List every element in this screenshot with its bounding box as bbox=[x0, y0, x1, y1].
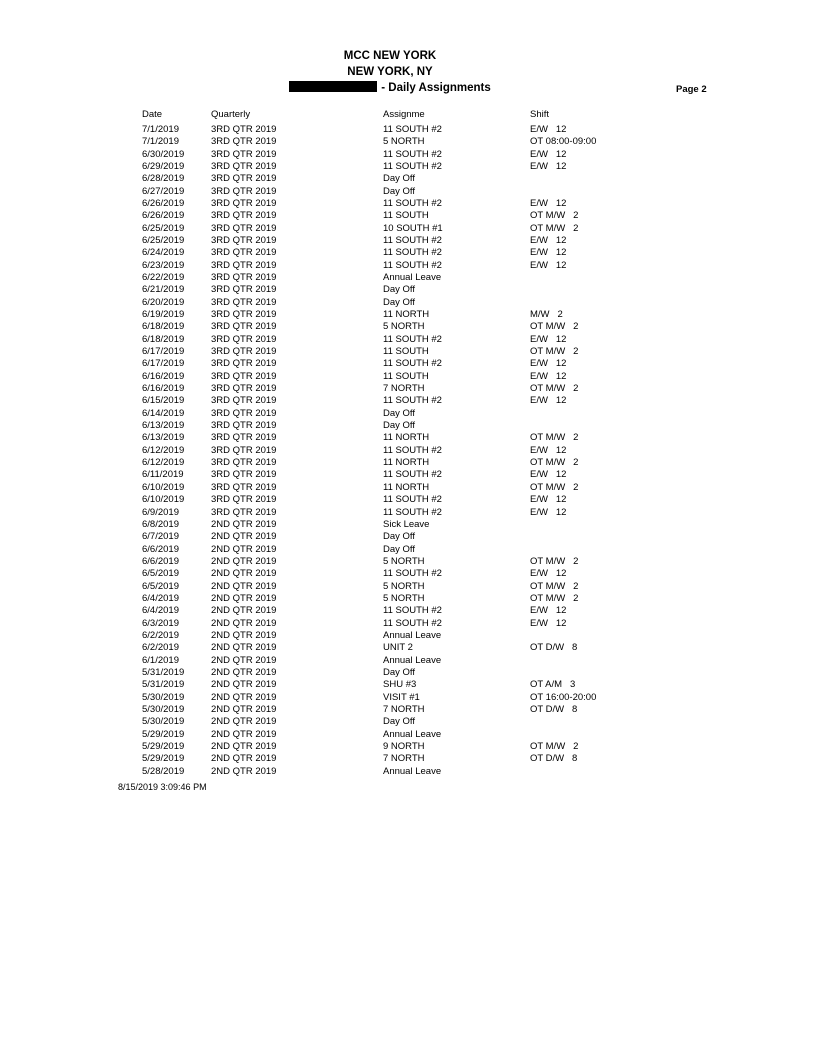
cell-assignme: 11 SOUTH #2 bbox=[383, 259, 442, 271]
cell-quarterly: 2ND QTR 2019 bbox=[211, 518, 277, 530]
cell-date: 5/30/2019 bbox=[142, 691, 185, 703]
cell-date: 6/5/2019 bbox=[142, 568, 179, 580]
table-row bbox=[142, 161, 816, 173]
cell-shift bbox=[530, 716, 816, 728]
cell-date: 6/21/2019 bbox=[142, 284, 185, 296]
cell-date: 6/2/2019 bbox=[142, 642, 179, 654]
cell-shift: OT D/W 8 bbox=[530, 642, 578, 654]
print-timestamp: 8/15/2019 3:09:46 PM bbox=[118, 782, 207, 793]
cell-shift bbox=[530, 766, 816, 778]
cell-assignme: 11 NORTH bbox=[383, 457, 430, 469]
cell-date: 5/28/2019 bbox=[142, 765, 185, 777]
cell-assignme: 9 NORTH bbox=[383, 741, 425, 753]
cell-assignme: 7 NORTH bbox=[383, 704, 425, 715]
cell-shift: E/W 12 bbox=[530, 506, 567, 518]
cell-date: 6/11/2019 bbox=[142, 469, 184, 481]
cell-assignme: 11 SOUTH #2 bbox=[383, 395, 442, 407]
cell-assignme: 11 SOUTH #2 bbox=[383, 568, 442, 580]
cell-date: 5/30/2019 bbox=[142, 704, 185, 715]
column-header-assignme: Assignme bbox=[383, 109, 425, 120]
table-row bbox=[142, 544, 816, 556]
cell-date: 6/1/2019 bbox=[142, 654, 179, 666]
cell-assignme: Day Off bbox=[383, 420, 416, 432]
cell-shift bbox=[530, 655, 816, 667]
cell-quarterly: 2ND QTR 2019 bbox=[211, 753, 277, 765]
table-row bbox=[142, 272, 816, 284]
cell-date: 6/12/2019 bbox=[142, 444, 185, 456]
cell-date: 6/6/2019 bbox=[142, 555, 179, 567]
table-row bbox=[142, 334, 816, 346]
cell-quarterly: 3RD QTR 2019 bbox=[211, 420, 277, 432]
cell-shift bbox=[530, 667, 816, 679]
cell-shift bbox=[530, 519, 816, 531]
cell-date: 6/10/2019 bbox=[142, 481, 185, 493]
cell-quarterly: 2ND QTR 2019 bbox=[211, 629, 277, 641]
cell-shift bbox=[530, 531, 816, 543]
cell-quarterly: 3RD QTR 2019 bbox=[211, 136, 277, 148]
cell-shift: E/W 12 bbox=[530, 494, 567, 506]
cell-date: 6/26/2019 bbox=[142, 197, 185, 209]
cell-quarterly: 3RD QTR 2019 bbox=[211, 173, 277, 185]
cell-shift: OT M/W 2 bbox=[530, 222, 579, 234]
cell-quarterly: 2ND QTR 2019 bbox=[211, 642, 277, 654]
cell-shift bbox=[530, 272, 816, 284]
cell-assignme: Annual Leave bbox=[383, 765, 442, 777]
cell-quarterly: 3RD QTR 2019 bbox=[211, 494, 277, 506]
cell-assignme: Day Off bbox=[383, 543, 416, 555]
cell-date: 6/24/2019 bbox=[142, 247, 185, 259]
cell-quarterly: 2ND QTR 2019 bbox=[211, 592, 277, 604]
report-title-suffix: - Daily Assignments bbox=[381, 82, 491, 94]
cell-shift: OT M/W 2 bbox=[530, 592, 579, 604]
cell-quarterly: 2ND QTR 2019 bbox=[211, 741, 277, 753]
table-row bbox=[142, 630, 816, 642]
cell-assignme: Day Off bbox=[383, 296, 416, 308]
cell-assignme: 7 NORTH bbox=[383, 753, 425, 765]
table-row bbox=[142, 186, 816, 198]
table-row bbox=[142, 173, 816, 185]
table-row bbox=[142, 741, 816, 753]
cell-shift: E/W 12 bbox=[530, 234, 567, 246]
cell-quarterly: 3RD QTR 2019 bbox=[211, 271, 277, 283]
table-row bbox=[142, 716, 816, 728]
table-row bbox=[142, 568, 816, 580]
cell-shift: E/W 12 bbox=[530, 370, 567, 382]
table-row bbox=[142, 494, 816, 506]
cell-quarterly: 2ND QTR 2019 bbox=[211, 691, 277, 703]
cell-assignme: 11 SOUTH #2 bbox=[383, 444, 442, 456]
cell-assignme: 5 NORTH bbox=[383, 592, 425, 604]
cell-date: 6/20/2019 bbox=[142, 296, 185, 308]
table-row bbox=[142, 247, 816, 259]
cell-assignme: 11 SOUTH #2 bbox=[383, 197, 442, 209]
table-body bbox=[142, 124, 816, 778]
cell-date: 6/17/2019 bbox=[142, 346, 185, 358]
table-row bbox=[142, 223, 816, 235]
cell-shift bbox=[530, 173, 816, 185]
assignments-table bbox=[142, 109, 816, 778]
cell-date: 6/2/2019 bbox=[142, 629, 179, 641]
cell-shift: E/W 12 bbox=[530, 160, 567, 172]
cell-assignme: Day Off bbox=[383, 173, 416, 185]
cell-assignme: UNIT 2 bbox=[383, 642, 413, 654]
column-header-date: Date bbox=[142, 109, 163, 120]
cell-shift: M/W 2 bbox=[530, 309, 563, 320]
cell-assignme: 11 SOUTH #2 bbox=[383, 358, 442, 370]
cell-shift: E/W 12 bbox=[530, 395, 567, 407]
cell-date: 5/29/2019 bbox=[142, 728, 185, 740]
cell-assignme: 11 SOUTH bbox=[383, 210, 429, 222]
cell-shift: E/W 12 bbox=[530, 148, 567, 160]
table-row bbox=[142, 519, 816, 531]
column-header-quarterly: Quarterly bbox=[211, 109, 251, 120]
table-header-row bbox=[142, 109, 816, 121]
cell-date: 6/8/2019 bbox=[142, 518, 179, 530]
cell-shift: OT M/W 2 bbox=[530, 432, 579, 444]
cell-shift: OT M/W 2 bbox=[530, 741, 579, 753]
cell-date: 6/10/2019 bbox=[142, 494, 185, 506]
table-row bbox=[142, 198, 816, 210]
cell-assignme: 11 SOUTH bbox=[383, 370, 429, 382]
table-row bbox=[142, 556, 816, 568]
table-row bbox=[142, 346, 816, 358]
cell-shift bbox=[530, 630, 816, 642]
cell-date: 6/26/2019 bbox=[142, 210, 185, 222]
cell-shift: OT M/W 2 bbox=[530, 481, 579, 493]
cell-quarterly: 3RD QTR 2019 bbox=[211, 296, 277, 308]
cell-shift: E/W 12 bbox=[530, 568, 567, 580]
cell-assignme: Day Off bbox=[383, 407, 416, 419]
cell-date: 6/6/2019 bbox=[142, 543, 179, 555]
cell-date: 6/18/2019 bbox=[142, 321, 185, 333]
cell-assignme: Day Off bbox=[383, 531, 416, 543]
table-row bbox=[142, 149, 816, 161]
cell-assignme: 11 SOUTH #2 bbox=[383, 148, 442, 160]
cell-shift: E/W 12 bbox=[530, 469, 567, 481]
cell-quarterly: 2ND QTR 2019 bbox=[211, 568, 277, 580]
cell-date: 6/16/2019 bbox=[142, 370, 185, 382]
report-title-line1: MCC NEW YORK bbox=[343, 50, 437, 62]
cell-assignme: 11 NORTH bbox=[383, 481, 430, 493]
cell-quarterly: 3RD QTR 2019 bbox=[211, 259, 277, 271]
table-row bbox=[142, 420, 816, 432]
table-row bbox=[142, 469, 816, 481]
cell-quarterly: 3RD QTR 2019 bbox=[211, 370, 277, 382]
cell-quarterly: 3RD QTR 2019 bbox=[211, 444, 277, 456]
table-row bbox=[142, 136, 816, 148]
cell-shift: E/W 12 bbox=[530, 247, 567, 259]
cell-date: 6/25/2019 bbox=[142, 222, 185, 234]
cell-assignme: 11 SOUTH #2 bbox=[383, 234, 442, 246]
cell-date: 6/13/2019 bbox=[142, 420, 185, 432]
cell-quarterly: 2ND QTR 2019 bbox=[211, 605, 277, 617]
cell-quarterly: 3RD QTR 2019 bbox=[211, 148, 277, 160]
column-header-shift: Shift bbox=[530, 109, 550, 120]
table-row bbox=[142, 692, 816, 704]
cell-quarterly: 3RD QTR 2019 bbox=[211, 234, 277, 246]
cell-quarterly: 3RD QTR 2019 bbox=[211, 346, 277, 358]
cell-shift bbox=[530, 729, 816, 741]
cell-shift bbox=[530, 186, 816, 198]
cell-assignme: Annual Leave bbox=[383, 654, 442, 666]
cell-date: 6/14/2019 bbox=[142, 407, 185, 419]
table-row bbox=[142, 729, 816, 741]
cell-quarterly: 2ND QTR 2019 bbox=[211, 728, 277, 740]
cell-quarterly: 2ND QTR 2019 bbox=[211, 543, 277, 555]
table-row bbox=[142, 235, 816, 247]
cell-shift: OT A/M 3 bbox=[530, 679, 576, 691]
cell-shift bbox=[530, 544, 816, 556]
cell-assignme: 11 SOUTH #2 bbox=[383, 506, 442, 518]
cell-assignme: Day Off bbox=[383, 716, 416, 728]
cell-quarterly: 2ND QTR 2019 bbox=[211, 654, 277, 666]
cell-quarterly: 3RD QTR 2019 bbox=[211, 333, 277, 345]
table-row bbox=[142, 383, 816, 395]
cell-assignme: 11 SOUTH #2 bbox=[383, 469, 442, 481]
cell-assignme: 5 NORTH bbox=[383, 321, 425, 333]
table-row bbox=[142, 667, 816, 679]
cell-date: 7/1/2019 bbox=[142, 123, 179, 135]
cell-date: 6/12/2019 bbox=[142, 457, 185, 469]
cell-date: 6/4/2019 bbox=[142, 592, 179, 604]
cell-quarterly: 3RD QTR 2019 bbox=[211, 395, 277, 407]
table-row bbox=[142, 593, 816, 605]
cell-assignme: 11 SOUTH #2 bbox=[383, 123, 442, 135]
cell-quarterly: 2ND QTR 2019 bbox=[211, 555, 277, 567]
table-row bbox=[142, 124, 816, 136]
table-row bbox=[142, 457, 816, 469]
table-row bbox=[142, 210, 816, 222]
cell-date: 6/13/2019 bbox=[142, 432, 185, 444]
cell-date: 5/29/2019 bbox=[142, 753, 185, 765]
cell-quarterly: 3RD QTR 2019 bbox=[211, 123, 277, 135]
cell-shift bbox=[530, 297, 816, 309]
cell-assignme: Day Off bbox=[383, 185, 416, 197]
table-row bbox=[142, 260, 816, 272]
cell-shift: OT M/W 2 bbox=[530, 210, 579, 222]
cell-quarterly: 2ND QTR 2019 bbox=[211, 531, 277, 543]
cell-date: 6/18/2019 bbox=[142, 333, 185, 345]
table-row bbox=[142, 432, 816, 444]
cell-quarterly: 3RD QTR 2019 bbox=[211, 185, 277, 197]
table-row bbox=[142, 395, 816, 407]
cell-assignme: 7 NORTH bbox=[383, 383, 425, 395]
page-number: Page 2 bbox=[676, 84, 707, 95]
cell-assignme: 11 NORTH bbox=[383, 309, 430, 320]
table-row bbox=[142, 408, 816, 420]
cell-date: 6/17/2019 bbox=[142, 358, 185, 370]
table-row bbox=[142, 642, 816, 654]
redacted-name-bar bbox=[289, 81, 377, 92]
cell-assignme: 11 SOUTH #2 bbox=[383, 605, 442, 617]
cell-quarterly: 3RD QTR 2019 bbox=[211, 197, 277, 209]
cell-assignme: 5 NORTH bbox=[383, 555, 425, 567]
cell-quarterly: 3RD QTR 2019 bbox=[211, 247, 277, 259]
report-title-line3 bbox=[0, 80, 780, 96]
table-row bbox=[142, 704, 816, 716]
table-row bbox=[142, 766, 816, 778]
table-row bbox=[142, 679, 816, 691]
cell-shift: E/W 12 bbox=[530, 444, 567, 456]
cell-shift: OT 16:00-20:00 bbox=[530, 691, 597, 703]
cell-quarterly: 2ND QTR 2019 bbox=[211, 580, 277, 592]
table-row bbox=[142, 297, 816, 309]
table-row bbox=[142, 284, 816, 296]
cell-quarterly: 3RD QTR 2019 bbox=[211, 358, 277, 370]
table-row bbox=[142, 321, 816, 333]
cell-date: 6/5/2019 bbox=[142, 580, 179, 592]
cell-date: 6/9/2019 bbox=[142, 506, 179, 518]
cell-shift: E/W 12 bbox=[530, 605, 567, 617]
cell-date: 6/27/2019 bbox=[142, 185, 185, 197]
cell-shift: E/W 12 bbox=[530, 123, 567, 135]
table-row bbox=[142, 605, 816, 617]
table-row bbox=[142, 445, 816, 457]
cell-shift: OT D/W 8 bbox=[530, 704, 578, 715]
cell-quarterly: 3RD QTR 2019 bbox=[211, 481, 277, 493]
cell-date: 5/31/2019 bbox=[142, 666, 185, 678]
table-row bbox=[142, 618, 816, 630]
cell-assignme: Annual Leave bbox=[383, 271, 442, 283]
cell-quarterly: 3RD QTR 2019 bbox=[211, 284, 277, 296]
table-row bbox=[142, 371, 816, 383]
cell-date: 6/15/2019 bbox=[142, 395, 185, 407]
cell-quarterly: 3RD QTR 2019 bbox=[211, 407, 277, 419]
cell-shift: OT M/W 2 bbox=[530, 555, 579, 567]
cell-shift: OT D/W 8 bbox=[530, 753, 578, 765]
cell-assignme: 11 SOUTH #2 bbox=[383, 247, 442, 259]
cell-assignme: 5 NORTH bbox=[383, 136, 425, 148]
table-row bbox=[142, 581, 816, 593]
cell-quarterly: 2ND QTR 2019 bbox=[211, 617, 277, 629]
cell-shift bbox=[530, 284, 816, 296]
cell-shift: OT 08:00-09:00 bbox=[530, 136, 597, 148]
cell-quarterly: 3RD QTR 2019 bbox=[211, 432, 277, 444]
table-row bbox=[142, 753, 816, 765]
cell-quarterly: 3RD QTR 2019 bbox=[211, 383, 277, 395]
cell-quarterly: 2ND QTR 2019 bbox=[211, 716, 277, 728]
cell-quarterly: 3RD QTR 2019 bbox=[211, 210, 277, 222]
cell-quarterly: 3RD QTR 2019 bbox=[211, 469, 277, 481]
cell-quarterly: 3RD QTR 2019 bbox=[211, 457, 277, 469]
cell-shift bbox=[530, 420, 816, 432]
cell-quarterly: 2ND QTR 2019 bbox=[211, 679, 277, 691]
cell-date: 5/29/2019 bbox=[142, 741, 185, 753]
cell-date: 6/22/2019 bbox=[142, 271, 185, 283]
table-row bbox=[142, 531, 816, 543]
cell-assignme: 11 SOUTH bbox=[383, 346, 429, 358]
cell-shift: E/W 12 bbox=[530, 333, 567, 345]
cell-quarterly: 3RD QTR 2019 bbox=[211, 160, 277, 172]
cell-date: 7/1/2019 bbox=[142, 136, 179, 148]
cell-quarterly: 3RD QTR 2019 bbox=[211, 321, 277, 333]
report-header bbox=[0, 0, 780, 96]
cell-quarterly: 2ND QTR 2019 bbox=[211, 666, 277, 678]
cell-quarterly: 2ND QTR 2019 bbox=[211, 765, 277, 777]
cell-assignme: SHU #3 bbox=[383, 679, 417, 691]
cell-assignme: 11 SOUTH #2 bbox=[383, 160, 442, 172]
cell-shift: OT M/W 2 bbox=[530, 346, 579, 358]
cell-date: 6/3/2019 bbox=[142, 617, 179, 629]
cell-date: 6/25/2019 bbox=[142, 234, 185, 246]
cell-date: 6/16/2019 bbox=[142, 383, 185, 395]
cell-assignme: 11 SOUTH #2 bbox=[383, 494, 442, 506]
table-row bbox=[142, 655, 816, 667]
cell-shift bbox=[530, 408, 816, 420]
cell-quarterly: 3RD QTR 2019 bbox=[211, 309, 277, 320]
cell-shift: OT M/W 2 bbox=[530, 321, 579, 333]
table-row bbox=[142, 309, 816, 321]
cell-assignme: VISIT #1 bbox=[383, 691, 420, 703]
cell-assignme: Annual Leave bbox=[383, 728, 442, 740]
table-row bbox=[142, 482, 816, 494]
cell-quarterly: 2ND QTR 2019 bbox=[211, 704, 277, 715]
report-title-line2: NEW YORK, NY bbox=[347, 66, 433, 78]
cell-shift: E/W 12 bbox=[530, 197, 567, 209]
cell-date: 6/28/2019 bbox=[142, 173, 185, 185]
cell-quarterly: 3RD QTR 2019 bbox=[211, 506, 277, 518]
table-row bbox=[142, 358, 816, 370]
cell-shift: OT M/W 2 bbox=[530, 457, 579, 469]
cell-assignme: Day Off bbox=[383, 666, 416, 678]
cell-date: 6/23/2019 bbox=[142, 259, 185, 271]
cell-assignme: 10 SOUTH #1 bbox=[383, 222, 443, 234]
cell-assignme: 11 NORTH bbox=[383, 432, 430, 444]
cell-assignme: 5 NORTH bbox=[383, 580, 425, 592]
cell-assignme: 11 SOUTH #2 bbox=[383, 617, 442, 629]
cell-date: 6/4/2019 bbox=[142, 605, 179, 617]
cell-assignme: 11 SOUTH #2 bbox=[383, 333, 442, 345]
cell-quarterly: 3RD QTR 2019 bbox=[211, 222, 277, 234]
table-row bbox=[142, 507, 816, 519]
cell-date: 6/29/2019 bbox=[142, 160, 185, 172]
cell-date: 5/30/2019 bbox=[142, 716, 185, 728]
cell-date: 6/7/2019 bbox=[142, 531, 179, 543]
cell-assignme: Day Off bbox=[383, 284, 416, 296]
cell-shift: E/W 12 bbox=[530, 617, 567, 629]
cell-shift: E/W 12 bbox=[530, 358, 567, 370]
cell-assignme: Annual Leave bbox=[383, 629, 442, 641]
cell-shift: OT M/W 2 bbox=[530, 580, 579, 592]
cell-date: 5/31/2019 bbox=[142, 679, 185, 691]
cell-date: 6/19/2019 bbox=[142, 309, 185, 320]
cell-assignme: Sick Leave bbox=[383, 518, 430, 530]
cell-shift: OT M/W 2 bbox=[530, 383, 579, 395]
cell-shift: E/W 12 bbox=[530, 259, 567, 271]
cell-date: 6/30/2019 bbox=[142, 148, 185, 160]
